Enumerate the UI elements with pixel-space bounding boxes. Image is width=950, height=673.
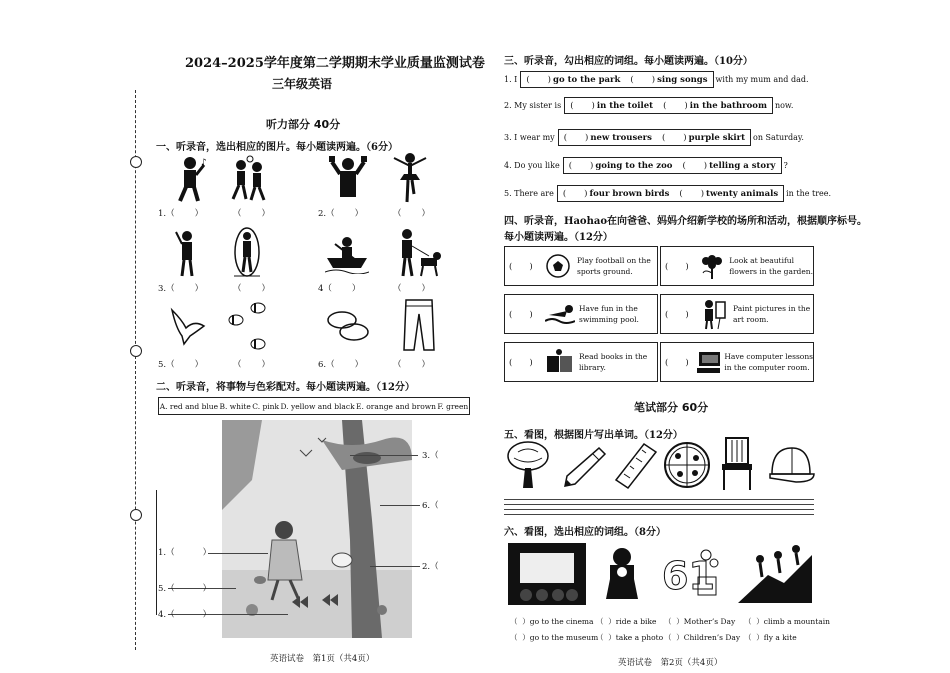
svg-text:♪: ♪ [201, 158, 207, 168]
bird-icon [168, 302, 208, 348]
sec6-option[interactable]: （ ）Mother’s Day [664, 617, 736, 626]
question-suffix: now. [774, 101, 794, 110]
color-option: C. pink [252, 401, 280, 411]
paren-close: ） [202, 610, 212, 620]
sec6-option[interactable]: （ ）ride a bike [596, 617, 657, 626]
sec3-option-box [563, 157, 782, 174]
sec3-option-box [558, 129, 751, 146]
paren-close: ） [261, 360, 271, 370]
swimmer-icon [545, 303, 575, 325]
section5-title: 五、看图，根据图片写出单词。（12分） [504, 430, 683, 441]
paren-close: ） [261, 284, 271, 294]
paren-close: ） [354, 360, 364, 370]
paren-open: 5.（ [158, 360, 175, 370]
binding-hole [130, 509, 142, 521]
page1-footer: 英语试卷 第1页（共4页） [270, 654, 375, 664]
paren-close: ） [421, 284, 431, 294]
jump-rope-icon [232, 226, 262, 280]
option-b[interactable]: ( ) in the bathroom [663, 100, 767, 111]
walk-dog-icon [397, 228, 443, 278]
man-singing-icon [172, 155, 212, 203]
paren-close: ） [354, 209, 364, 219]
pizza-icon [662, 440, 712, 490]
option-a[interactable]: ( ) go to the park [526, 74, 621, 85]
paren-open: （ [393, 209, 402, 219]
paren-close: ） [202, 584, 212, 594]
paren-open: 2.（ [318, 209, 335, 219]
exam-title: 2024–2025学年度第二学期期末学业质量监测试卷 [185, 56, 485, 71]
question-suffix: in the tree. [786, 189, 832, 198]
paren-open: 6.（ [318, 360, 335, 370]
sec3-question [504, 129, 804, 146]
order-answer[interactable]: ( ) [665, 262, 689, 272]
option-b[interactable]: ( ) telling a story [682, 160, 776, 171]
park-scene-image [222, 420, 412, 638]
q1-answer-left[interactable] [158, 207, 203, 219]
chair-icon [720, 436, 754, 492]
reading-icon [545, 348, 575, 376]
sec3-option-box [520, 71, 713, 88]
paren-close: ） [421, 360, 431, 370]
sec6-option[interactable]: （ ）fly a kite [744, 633, 797, 642]
grade-subtitle: 三年级英语 [272, 77, 333, 91]
childrens-day-icon [658, 543, 720, 603]
paren-open: 1.（ [158, 209, 175, 219]
q6-answer-right[interactable] [393, 358, 430, 370]
q2-answer-right[interactable] [393, 207, 430, 219]
card-text: Play football on the [577, 256, 651, 265]
question-prefix: 5. There are [504, 189, 554, 198]
sec3-question [504, 157, 788, 174]
scene-answer-1[interactable] [158, 546, 211, 558]
pencil-icon [563, 444, 607, 488]
option-a[interactable]: ( ) going to the zoo [568, 160, 673, 171]
leader-line [350, 455, 418, 456]
section6-title: 六、看图，选出相应的词组。（8分） [504, 527, 666, 538]
man-lifting-icon [328, 152, 368, 202]
binding-hole [130, 345, 142, 357]
color-option: A. red and blue [159, 401, 219, 411]
leader-line [370, 566, 420, 567]
color-options-box [158, 397, 470, 415]
q3-answer-left[interactable] [158, 282, 203, 294]
paren-close: ） [194, 209, 204, 219]
question-prefix: 2. My sister is [504, 101, 562, 110]
section1-title: 一、听录音，选出相应的图片。每小题读两遍。（6分） [156, 142, 398, 153]
color-option: B. white [219, 401, 251, 411]
q4-answer-left[interactable] [318, 282, 360, 294]
paren-open: 6.（ [422, 501, 439, 511]
paren-close: ） [194, 360, 204, 370]
card-text: Look at beautiful [729, 256, 794, 265]
sec6-option[interactable]: （ ）climb a mountain [744, 617, 830, 626]
ruler-icon [614, 442, 658, 490]
svg-text:61: 61 [662, 554, 715, 598]
order-answer[interactable]: ( ) [509, 310, 533, 320]
option-b[interactable]: ( ) purple skirt [661, 132, 746, 143]
q5-answer-left[interactable] [158, 358, 203, 370]
writing-line [504, 504, 814, 505]
card-text: swimming pool. [579, 315, 639, 324]
section4-title: 四、听录音，Haohao在向爸爸、妈妈介绍新学校的场所和活动，根据顺序标号。 [504, 216, 868, 227]
activity-card [660, 294, 814, 334]
bees-icon [222, 300, 272, 356]
tree-icon [506, 440, 550, 490]
sec6-option[interactable]: （ ）take a photo [596, 633, 664, 642]
paren-close: ） [261, 209, 271, 219]
option-a[interactable]: ( ) four brown birds [562, 188, 670, 199]
card-text: in the computer room. [724, 363, 810, 372]
q5-answer-right[interactable] [233, 358, 270, 370]
rowing-boat-icon [325, 232, 369, 274]
paren-open: 3.（ [422, 451, 439, 461]
paren-open: （ [393, 284, 402, 294]
boy-jumping-icon [172, 228, 202, 280]
activity-card [660, 342, 814, 382]
card-text: library. [579, 363, 606, 372]
painter-icon [701, 298, 727, 330]
ballerina-icon [390, 150, 430, 204]
question-suffix: on Saturday. [753, 133, 804, 142]
written-header: 笔试部分 60分 [634, 401, 709, 414]
kids-dancing-icon [228, 155, 270, 203]
sec6-option[interactable]: （ ）go to the museum [510, 633, 599, 642]
order-answer[interactable]: ( ) [665, 310, 689, 320]
card-text: art room. [733, 315, 769, 324]
question-suffix: ? [783, 161, 788, 170]
paren-close: ） [351, 284, 361, 294]
match-bracket [156, 490, 157, 615]
paren-open: 3.（ [158, 284, 175, 294]
writing-line [504, 499, 814, 500]
option-a[interactable]: ( ) in the toilet [570, 100, 654, 111]
q1-answer-right[interactable] [233, 207, 270, 219]
leader-line [380, 505, 420, 506]
trousers-icon [402, 298, 436, 352]
paren-open: 5.（ [158, 584, 175, 594]
scene-answer-6[interactable] [422, 499, 439, 511]
card-text: Paint pictures in the [733, 304, 811, 313]
card-text: Have computer lessons [724, 352, 813, 361]
paren-open: 4（ [318, 284, 332, 294]
order-answer[interactable]: ( ) [509, 358, 533, 368]
paren-open: （ [233, 209, 242, 219]
color-option: E. orange and brown [356, 401, 436, 411]
order-answer[interactable]: ( ) [665, 358, 689, 368]
q4-answer-right[interactable] [393, 282, 430, 294]
sec6-option[interactable]: （ ）Children’s Day [664, 633, 741, 642]
question-prefix: 4. Do you like [504, 161, 560, 170]
card-text: flowers in the garden. [729, 267, 813, 276]
question-prefix: 1. I [504, 75, 518, 84]
q2-answer-left[interactable] [318, 207, 363, 219]
climbing-icon [738, 545, 812, 603]
football-icon [545, 253, 571, 279]
section4-title-line2: 每小题读两遍。（12分） [504, 232, 613, 243]
scene-answer-3[interactable] [422, 449, 439, 461]
leader-line [208, 553, 268, 554]
shoes-icon [326, 306, 372, 344]
activity-card [504, 342, 658, 382]
question-suffix: with my mum and dad. [715, 75, 809, 84]
flower-icon [699, 251, 723, 281]
question-prefix: 3. I wear my [504, 133, 555, 142]
cap-icon [766, 444, 816, 486]
computer-icon [696, 349, 720, 375]
color-option: F. green [437, 401, 469, 411]
paren-open: 2.（ [422, 562, 439, 572]
paren-open: 1.（ [158, 548, 175, 558]
sec3-option-box [557, 185, 784, 202]
paren-close: ） [194, 284, 204, 294]
paren-close: ） [202, 548, 212, 558]
paren-open: （ [233, 284, 242, 294]
writing-line [504, 514, 814, 515]
card-text: Have fun in the [579, 304, 638, 313]
paren-open: （ [233, 360, 242, 370]
sec3-question [504, 71, 809, 88]
color-option: D. yellow and black [280, 401, 355, 411]
writing-line [504, 509, 814, 510]
binding-hole [130, 156, 142, 168]
section3-title: 三、听录音，勾出相应的词组。每小题读两遍。（10分） [504, 56, 753, 67]
scene-answer-2[interactable] [422, 560, 439, 572]
card-text: Read books in the [579, 352, 648, 361]
binding-line [135, 90, 136, 650]
option-a[interactable]: ( ) new trousers [563, 132, 652, 143]
cinema-icon [508, 543, 586, 605]
q6-answer-left[interactable] [318, 358, 363, 370]
activity-card [504, 246, 658, 286]
sec6-option[interactable]: （ ）go to the cinema [510, 617, 594, 626]
activity-card [504, 294, 658, 334]
option-b[interactable]: ( ) twenty animals [679, 188, 779, 199]
option-b[interactable]: ( ) sing songs [630, 74, 708, 85]
paren-close: ） [421, 209, 431, 219]
paren-open: 4.（ [158, 610, 175, 620]
paren-open: （ [393, 360, 402, 370]
activity-card [660, 246, 814, 286]
sec3-question [504, 185, 831, 202]
sec3-question [504, 97, 793, 114]
sec3-option-box [564, 97, 773, 114]
order-answer[interactable]: ( ) [509, 262, 533, 272]
section2-title: 二、听录音，将事物与色彩配对。每小题读两遍。（12分） [156, 382, 415, 393]
photographer-icon [600, 545, 644, 601]
scene-answer-4[interactable] [158, 608, 211, 620]
page2-footer: 英语试卷 第2页（共4页） [618, 658, 723, 668]
listening-header: 听力部分 40分 [266, 118, 341, 131]
card-text: sports ground. [577, 267, 633, 276]
q3-answer-right[interactable] [233, 282, 270, 294]
scene-answer-5[interactable] [158, 582, 211, 594]
